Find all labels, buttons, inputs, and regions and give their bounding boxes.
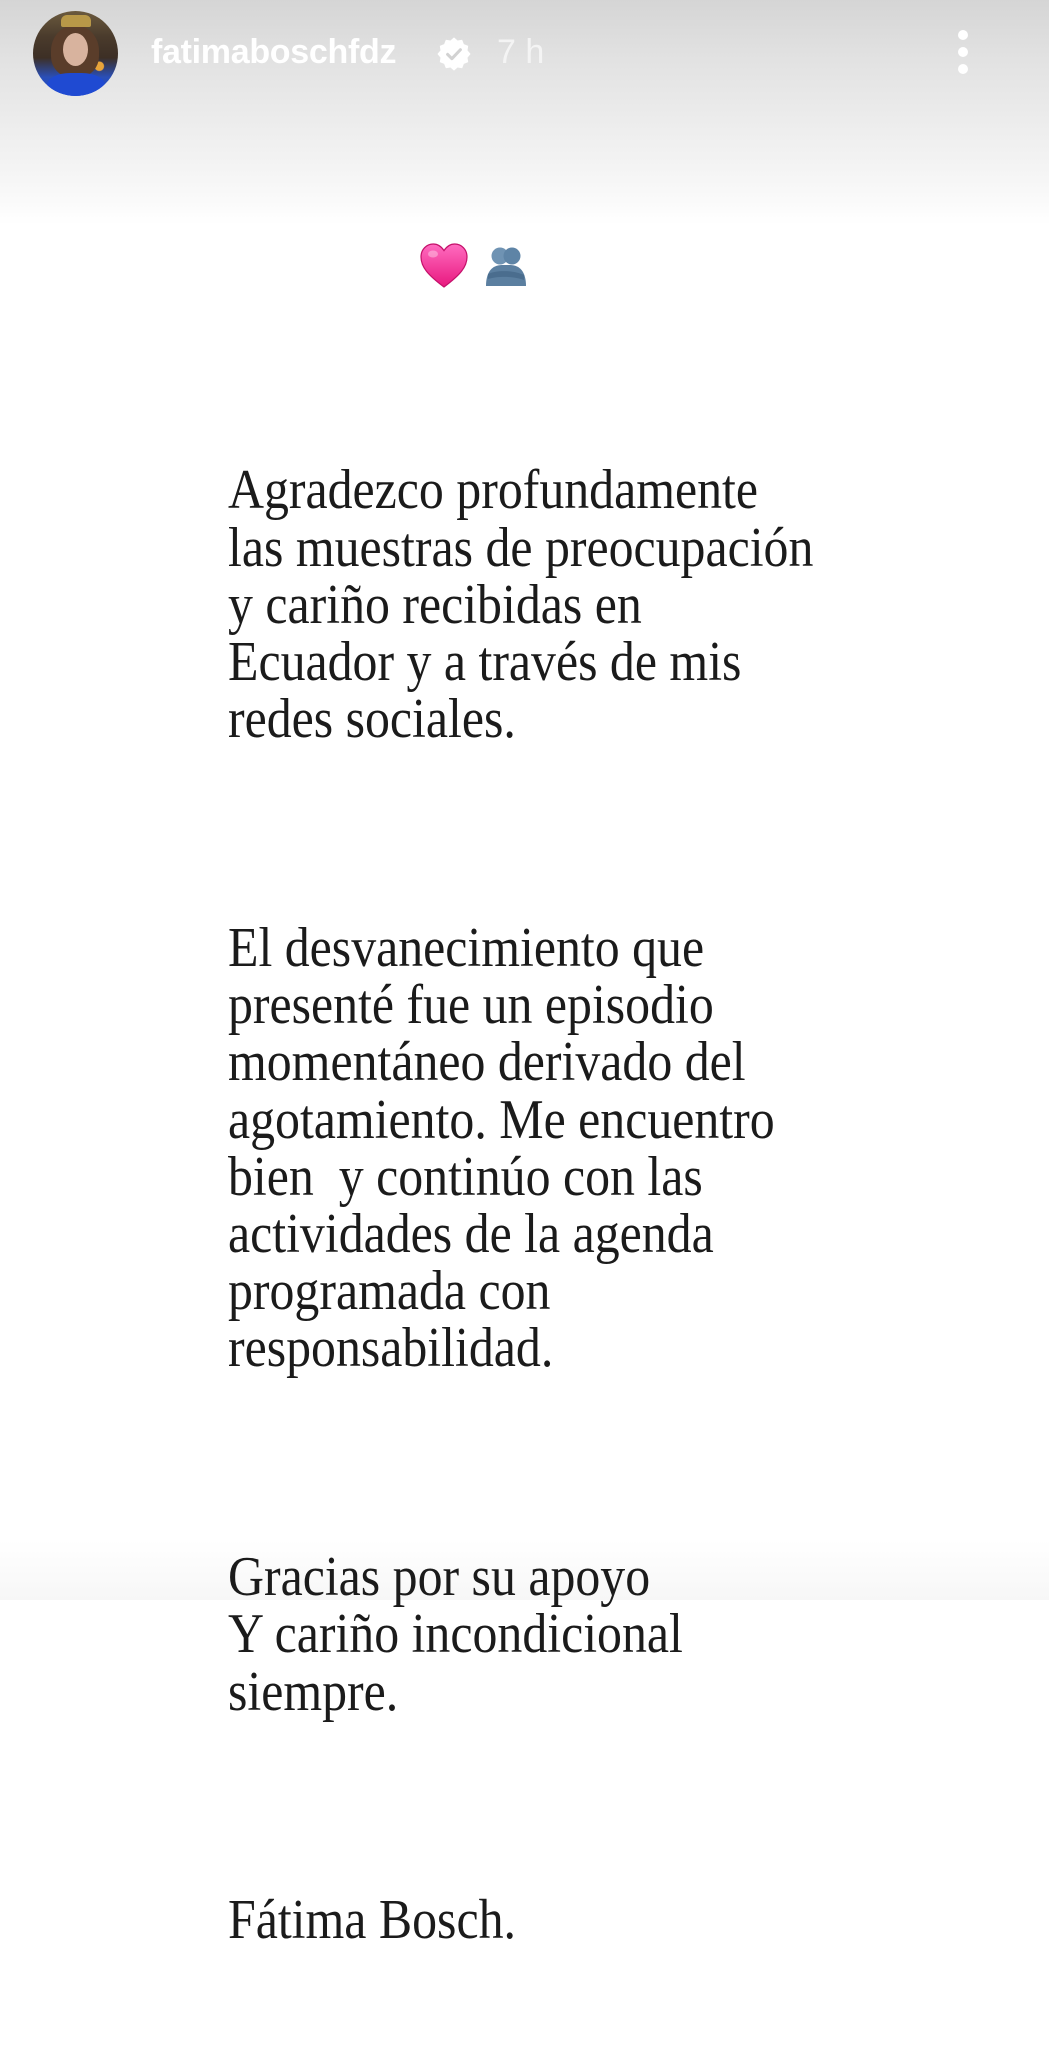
signature: Fátima Bosch. (228, 1889, 516, 1952)
paragraph-thanks: Agradezco profundamente las muestras de preocupación y cariño recibidas en Ecuador y a través de mis redes sociales. (228, 459, 814, 751)
avatar[interactable] (33, 11, 118, 96)
verified-badge-icon (437, 37, 471, 71)
emoji-row (418, 240, 532, 296)
paragraph-health-update: El desvanecimiento que presenté fue un episodio momentáneo derivado del agotamiento. Me encuentro bien y continúo con las actividades de la agenda programada con responsabilidad. (228, 917, 775, 1380)
people-hugging-icon (480, 240, 532, 292)
story-text (228, 348, 887, 2064)
timestamp: 7 h (497, 33, 545, 71)
story-header (0, 0, 1049, 110)
more-options-button[interactable] (946, 26, 980, 78)
more-vertical-icon (958, 30, 968, 40)
pink-heart-icon (418, 240, 470, 292)
paragraph-gratitude: Gracias por su apoyo Y cariño incondicional siempre. (228, 1546, 683, 1723)
username-link[interactable]: fatimaboschfdz (151, 33, 397, 71)
